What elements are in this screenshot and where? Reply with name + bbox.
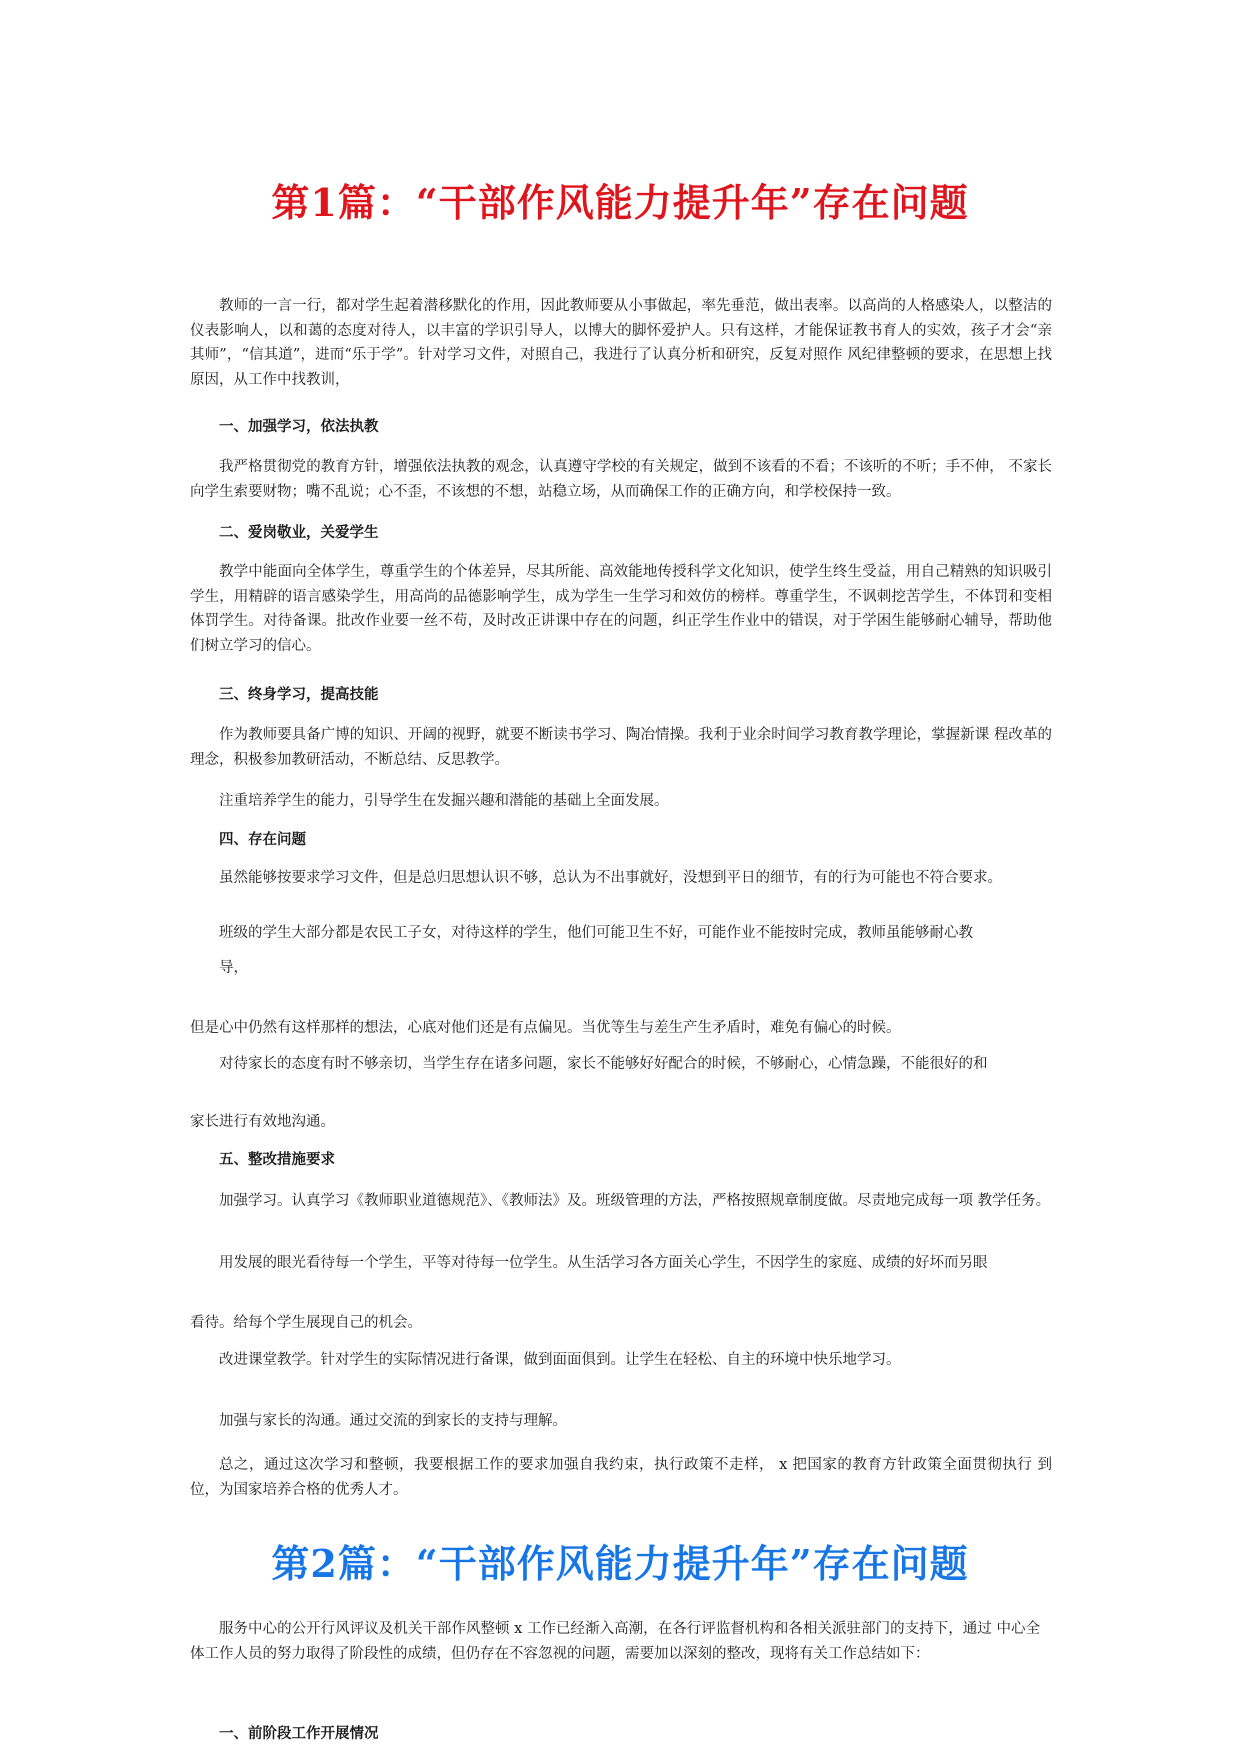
paragraph-4b-continued: 导， <box>219 960 248 976</box>
paragraph-5d: 加强与家长的沟通。通过交流的到家长的支持与理解。 <box>219 1413 567 1429</box>
paragraph-1: 我严格贯彻党的教育方针，增强依法执教的观念，认真遵守学校的有关规定，做到不该看的不看；不该听的不听；手不伸， 不家长向学生索要财物；嘴不乱说；心不歪，不该想的不想，站稳立场，从而确保工作的正确方向，和学校保持一致。 <box>190 459 1052 500</box>
paragraph-5a: 加强学习。认真学习《教师职业道德规范》、《教师法》及。班级管理的方法，严格按照规章制度做。尽责地完成每一项 教学任务。 <box>219 1193 1051 1209</box>
section-heading-6: 一、前阶段工作开展情况 <box>219 1726 379 1742</box>
paragraph-5b: 用发展的眼光看待每一个学生，平等对待每一位学生。从生活学习各方面关心学生，不因学生的家庭、成绩的好坏而另眼 <box>219 1255 988 1271</box>
paragraph-4c: 但是心中仍然有这样那样的想法，心底对他们还是有点偏见。当优等生与差生产生矛盾时，难免有偏心的时候。 <box>190 1020 901 1036</box>
intro-paragraph: 教师的一言一行，都对学生起着潜移默化的作用，因此教师要从小事做起，率先垂范，做出表率。以高尚的人格感染人，以整洁的仪表影响人，以和蔼的态度对待人，以丰富的学识引导人，以博大的脚怀爱护人。只有这样，才能保证教书育人的实效，孩子才会“亲其师”，“信其道”，进而“乐于学”。针对学习文件，对照自己，我进行了认真分析和研究，反复对照作 风纪律整顿的要求，在思想上找原因，从工作中找教训， <box>190 298 1052 388</box>
article-2-title: 第2篇：“干部作风能力提升年”存在问题 <box>271 1541 969 1586</box>
article-1-title: 第1篇：“干部作风能力提升年”存在问题 <box>271 180 969 225</box>
paragraph-4a: 虽然能够按要求学习文件，但是总归思想认识不够，总认为不出事就好，没想到平日的细节，有的行为可能也不符合要求。 <box>219 870 1002 886</box>
paragraph-4d-continued: 家长进行有效地沟通。 <box>190 1114 335 1130</box>
paragraph-5e: 总之，通过这次学习和整顿，我要根据工作的要求加强自我约束，执行政策不走样， x 把国家的教育方针政策全面贯彻执行 到位，为国家培养合格的优秀人才。 <box>190 1457 1052 1498</box>
paragraph-3: 作为教师要具备广博的知识、开阔的视野，就要不断读书学习、陶冶情操。我利于业余时间学习教育教学理论，掌握新课 程改革的理念，积极参加教研活动，不断总结、反思教学。 <box>190 727 1052 768</box>
paragraph-2: 教学中能面向全体学生，尊重学生的个体差异，尽其所能、高效能地传授科学文化知识，使学生终生受益，用自己精熟的知识吸引学生，用精辟的语言感染学生，用高尚的品德影响学生，成为学生一生学习和效仿的榜样。尊重学生，不讽刺挖苦学生，不体罚和变相体罚学生。对待备课。批改作业要一丝不苟，及时改正讲课中存在的问题，纠正学生作业中的错误，对于学困生能够耐心辅导，帮助他们树立学习的信心。 <box>190 564 1052 654</box>
paragraph-5c: 改进课堂教学。针对学生的实际情况进行备课，做到面面俱到。让学生在轻松、自主的环境中快乐地学习。 <box>219 1352 901 1368</box>
paragraph-6: 服务中心的公开行风评议及机关干部作风整顿 x 工作已经渐入高潮，在各行评监督机构和各相关派驻部门的支持下，通过 中心全体工作人员的努力取得了阶段性的成绩，但仍存在不容忽视的问题，需要加以深刻的整改，现将有关工作总结如下： <box>190 1621 1040 1662</box>
section-heading-1: 一、加强学习，依法执教 <box>219 419 379 435</box>
section-heading-3: 三、终身学习，提高技能 <box>219 687 379 703</box>
section-heading-2: 二、爱岗敬业，关爱学生 <box>219 525 379 541</box>
paragraph-3b: 注重培养学生的能力，引导学生在发掘兴趣和潜能的基础上全面发展。 <box>219 793 669 809</box>
section-heading-5: 五、整改措施要求 <box>219 1152 335 1168</box>
paragraph-5b-continued: 看待。给每个学生展现自己的机会。 <box>190 1315 422 1331</box>
paragraph-4b: 班级的学生大部分都是农民工子女，对待这样的学生，他们可能卫生不好，可能作业不能按时完成，教师虽能够耐心教 <box>219 925 973 941</box>
section-heading-4: 四、存在问题 <box>219 832 306 848</box>
paragraph-4d: 对待家长的态度有时不够亲切，当学生存在诸多问题，家长不能够好好配合的时候，不够耐心，心情急躁，不能很好的和 <box>219 1056 988 1072</box>
